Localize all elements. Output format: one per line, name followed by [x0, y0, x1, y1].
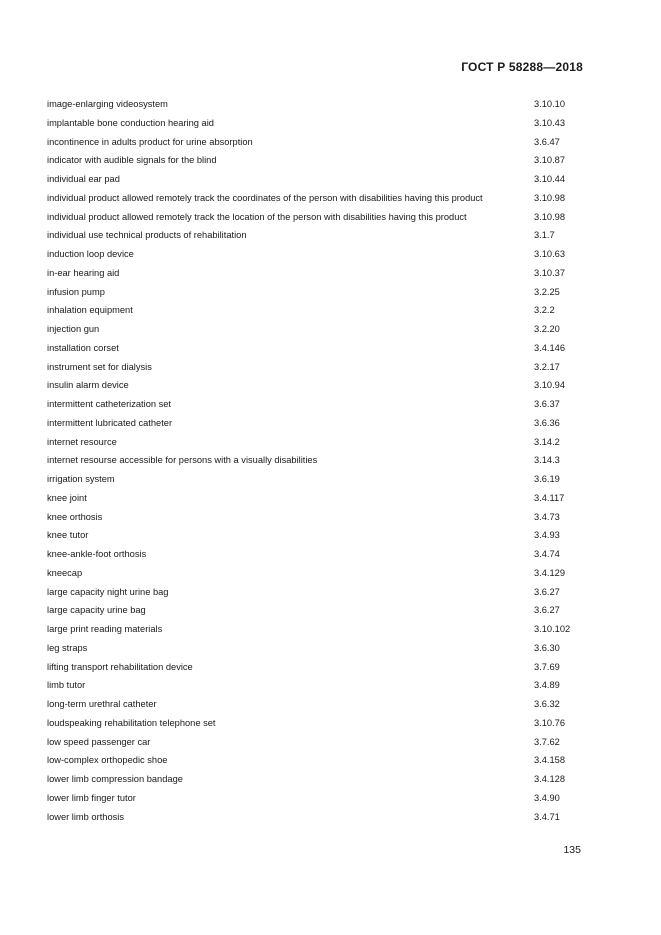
- index-term: implantable bone conduction hearing aid: [47, 117, 214, 128]
- index-term: instrument set for dialysis: [47, 361, 152, 372]
- index-term: internet resourse accessible for persons with a visually disabilities: [47, 455, 318, 466]
- index-entry: [47, 808, 587, 827]
- index-term: loudspeaking rehabilitation telephone set: [47, 717, 216, 728]
- index-entry: [47, 583, 587, 602]
- index-entry: [47, 508, 587, 527]
- index-term: intermittent catheterization set: [47, 399, 172, 409]
- index-reference: 3.10.98: [534, 211, 566, 222]
- index-reference: 3.4.89: [534, 680, 560, 691]
- index-reference: 3.10.37: [534, 267, 566, 278]
- index-reference: 3.6.27: [534, 586, 560, 597]
- index-term: individual product allowed remotely track the location of the person with disabilities having this product: [47, 211, 467, 222]
- index-reference: 3.6.30: [534, 642, 560, 653]
- index-term: intermittent lubricated catheter: [47, 417, 173, 428]
- page-number: 135: [563, 844, 581, 856]
- index-term: limb tutor: [47, 680, 86, 691]
- index-term: large capacity urine bag: [47, 605, 146, 616]
- index-entry: [47, 301, 587, 320]
- index-term: large print reading materials: [47, 624, 163, 634]
- index-reference: 3.6.32: [534, 699, 560, 709]
- index-reference: 3.2.2: [534, 305, 555, 316]
- index-entry: [47, 433, 587, 452]
- index-entry: [47, 601, 587, 620]
- index-term: lower limb compression bandage: [47, 774, 183, 784]
- index-term: injection gun: [47, 324, 100, 334]
- index-entry: [47, 770, 587, 789]
- index-reference: 3.10.43: [534, 117, 566, 128]
- index-term: individual use technical products of rehabilitation: [47, 230, 247, 241]
- index-entry: [47, 376, 587, 395]
- index-entry: [47, 526, 587, 545]
- index-entry: [47, 714, 587, 733]
- index-term: large capacity night urine bag: [47, 586, 169, 597]
- index-reference: 3.1.7: [534, 230, 555, 241]
- index-reference: 3.4.146: [534, 342, 566, 353]
- index-term: insulin alarm device: [47, 380, 129, 391]
- index-term: infusion pump: [47, 286, 105, 297]
- index-entry: [47, 189, 587, 208]
- index-term: long-term urethral catheter: [47, 699, 157, 709]
- index-reference: 3.7.62: [534, 736, 560, 747]
- index-reference: 3.10.87: [534, 155, 566, 166]
- index-entry: [47, 208, 587, 227]
- index-reference: 3.10.98: [534, 192, 566, 203]
- index-entry: [47, 639, 587, 658]
- index-entry: [47, 414, 587, 433]
- index-entry: [47, 151, 587, 170]
- index-reference: 3.6.37: [534, 399, 560, 409]
- index-reference: 3.14.3: [534, 455, 560, 466]
- index-reference: 3.4.73: [534, 511, 560, 522]
- index-entry: [47, 545, 587, 564]
- index-term: knee joint: [47, 492, 87, 503]
- index-entry: [47, 226, 587, 245]
- index-term: installation corset: [47, 342, 119, 353]
- index-entry: [47, 283, 587, 302]
- index-entry: [47, 676, 587, 695]
- index-entry: [47, 358, 587, 377]
- index-entry: [47, 245, 587, 264]
- index-reference: 3.10.44: [534, 174, 566, 184]
- index-entry: [47, 620, 587, 639]
- index-term: induction loop device: [47, 249, 134, 259]
- index-entry: [47, 751, 587, 770]
- index-entry: [47, 95, 587, 114]
- index-term: knee orthosis: [47, 511, 103, 522]
- index-reference: 3.6.27: [534, 605, 560, 616]
- index-reference: 3.4.129: [534, 567, 566, 578]
- index-entry: [47, 564, 587, 583]
- index-reference: 3.14.2: [534, 436, 560, 447]
- index-reference: 3.4.74: [534, 549, 560, 559]
- index-reference: 3.4.117: [534, 492, 565, 503]
- index-list: [47, 95, 587, 826]
- index-reference: 3.10.10: [534, 99, 566, 109]
- index-term: image-enlarging videosystem: [47, 99, 168, 109]
- index-reference: 3.10.76: [534, 717, 566, 728]
- index-entry: [47, 320, 587, 339]
- index-reference: 3.4.93: [534, 530, 560, 541]
- index-term: low speed passenger car: [47, 736, 151, 747]
- index-reference: 3.10.94: [534, 380, 566, 391]
- index-entry: [47, 451, 587, 470]
- index-term: lower limb finger tutor: [47, 792, 136, 803]
- index-term: leg straps: [47, 642, 88, 653]
- index-reference: 3.2.17: [534, 361, 560, 372]
- index-term: lifting transport rehabilitation device: [47, 661, 193, 672]
- index-reference: 3.4.90: [534, 792, 560, 803]
- index-reference: 3.4.128: [534, 774, 566, 784]
- index-term: knee tutor: [47, 530, 89, 541]
- index-reference: 3.7.69: [534, 661, 560, 672]
- index-entry: [47, 339, 587, 358]
- index-reference: 3.10.102: [534, 624, 571, 634]
- index-reference: 3.2.20: [534, 324, 560, 334]
- index-reference: 3.6.47: [534, 136, 560, 147]
- index-entry: [47, 658, 587, 677]
- index-term: individual product allowed remotely track the coordinates of the person with disabilities having this product: [47, 192, 483, 203]
- index-term: incontinence in adults product for urine absorption: [47, 136, 253, 147]
- index-term: kneecap: [47, 567, 83, 578]
- index-reference: 3.4.71: [534, 811, 560, 822]
- index-reference: 3.10.63: [534, 249, 566, 259]
- index-reference: 3.6.36: [534, 417, 560, 428]
- index-term: irrigation system: [47, 474, 115, 484]
- index-term: knee-ankle-foot orthosis: [47, 549, 147, 559]
- index-term: internet resource: [47, 436, 117, 447]
- index-entry: [47, 395, 587, 414]
- index-entry: [47, 489, 587, 508]
- index-term: individual ear pad: [47, 174, 120, 184]
- index-term: low-complex orthopedic shoe: [47, 755, 168, 766]
- index-entry: [47, 114, 587, 133]
- index-term: inhalation equipment: [47, 305, 133, 316]
- index-entry: [47, 733, 587, 752]
- index-entry: [47, 470, 587, 489]
- index-reference: 3.2.25: [534, 286, 560, 297]
- index-reference: 3.4.158: [534, 755, 566, 766]
- index-entry: [47, 133, 587, 152]
- index-entry: [47, 695, 587, 714]
- document-header: ГОСТ Р 58288—2018: [461, 60, 583, 74]
- index-entry: [47, 264, 587, 283]
- index-term: lower limb orthosis: [47, 811, 124, 822]
- index-reference: 3.6.19: [534, 474, 560, 484]
- index-entry: [47, 170, 587, 189]
- index-entry: [47, 789, 587, 808]
- index-term: in-ear hearing aid: [47, 267, 120, 278]
- index-term: indicator with audible signals for the blind: [47, 155, 217, 166]
